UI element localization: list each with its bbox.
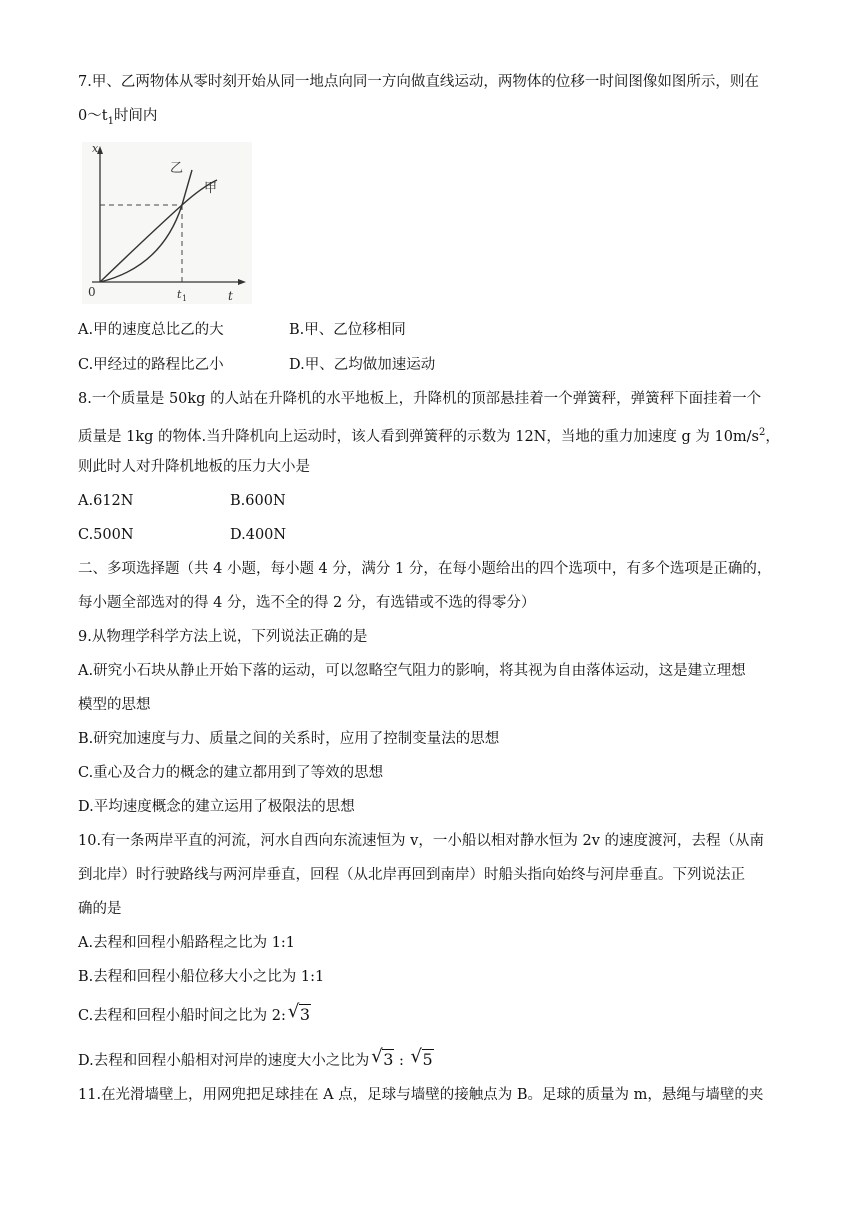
q9-stem: 9.从物理学科学方法上说，下列说法正确的是 xyxy=(78,629,368,645)
q7-stem-line-1: 7.甲、乙两物体从零时刻开始从同一地点向同一方向做直线运动，两物体的位移一时间图像如图所示，则在 xyxy=(78,74,759,90)
xt-graph-figure xyxy=(82,142,252,304)
q11-stem-line-1: 11.在光滑墙壁上，用网兜把足球挂在 A 点，足球与墙壁的接触点为 B。足球的质量为 m，悬绳与墙壁的夹 xyxy=(78,1087,764,1103)
curve-yi-label: 乙 xyxy=(170,161,184,176)
q9-option-a-line-2: 模型的思想 xyxy=(78,697,151,713)
sqrt-5-d: √ 5 xyxy=(410,1046,433,1069)
q10-stem-line-1: 10.有一条两岸平直的河流，河水自西向东流速恒为 v，一小船以相对静水恒为 2v 的速度渡河，去程（从南 xyxy=(78,833,764,849)
q9-option-a-line-1: A.研究小石块从静止开始下落的运动，可以忽略空气阻力的影响，将其视为自由落体运动，这是建立理想 xyxy=(78,663,746,679)
t1-subscript: 1 xyxy=(182,294,188,303)
curve-jia-label: 甲 xyxy=(204,181,218,196)
q9-option-b: B.研究加速度与力、质量之间的关系时，应用了控制变量法的思想 xyxy=(78,731,500,747)
horizontal-axis-label: t xyxy=(228,289,233,303)
t1-label: t xyxy=(177,288,182,301)
q7-stem-line-2 xyxy=(78,106,157,132)
sqrt-3-d-radicand: 3 xyxy=(383,1050,394,1069)
q8-option-b: B.600N xyxy=(230,493,286,509)
vertical-axis-label: x xyxy=(92,142,99,155)
q8-stem-line-3: 则此时人对升降机地板的压力大小是 xyxy=(78,459,310,475)
q8-stem-line-2-suffix: ， xyxy=(765,428,780,445)
q8-stem-line-2-text: 质量是 1kg 的物体.当升降机向上运动时，该人看到弹簧秤的示数为 12N，当地的重力加速度 g 为 10m/s xyxy=(78,428,760,445)
q7-interval-subscript: 1 xyxy=(107,115,114,127)
q7-option-d: D.甲、乙均做加速运动 xyxy=(289,357,436,373)
q10-option-d xyxy=(78,1046,434,1071)
q8-stem-line-2 xyxy=(78,423,780,447)
q7-option-c: C.甲经过的路程比乙小 xyxy=(78,357,224,373)
sqrt-3-d: √ 3 xyxy=(371,1046,394,1069)
q10-option-c xyxy=(78,1001,311,1026)
section2-header-line-2: 每小题全部选对的得 4 分，选不全的得 2 分，有选错或不选的得零分） xyxy=(78,595,536,611)
ratio-colon: : xyxy=(394,1053,409,1069)
q7-interval-suffix: 时间内 xyxy=(113,108,158,124)
q8-option-c: C.500N xyxy=(78,527,134,543)
q7-option-b: B.甲、乙位移相同 xyxy=(289,322,406,338)
q9-option-c: C.重心及合力的概念的建立都用到了等效的思想 xyxy=(78,765,384,781)
q7-option-a: A.甲的速度总比乙的大 xyxy=(78,322,224,338)
q10-stem-line-2: 到北岸）时行驶路线与两河岸垂直，回程（从北岸再回到南岸）时船头指向始终与河岸垂直。下列说法正 xyxy=(78,867,745,883)
q10-option-b: B.去程和回程小船位移大小之比为 1:1 xyxy=(78,969,325,985)
sqrt-5-d-radicand: 5 xyxy=(422,1050,433,1069)
q8-stem-line-1: 8.一个质量是 50kg 的人站在升降机的水平地板上，升降机的顶部悬挂着一个弹簧秤，弹簧秤下面挂着一个 xyxy=(78,391,762,407)
section2-header-line-1: 二、多项选择题（共 4 小题，每小题 4 分，满分 1 分，在每小题给出的四个选项中，有多个选项是正确的， xyxy=(78,561,772,577)
sqrt-3-c-radicand: 3 xyxy=(299,1005,311,1024)
q7-interval-text: 0～t xyxy=(78,108,108,124)
q10-stem-line-3: 确的是 xyxy=(78,901,122,917)
q10-option-a: A.去程和回程小船路程之比为 1:1 xyxy=(78,935,296,951)
q8-unit-superscript: 2 xyxy=(759,427,766,438)
q10-option-d-text: D.去程和回程小船相对河岸的速度大小之比为 xyxy=(78,1053,370,1069)
xt-graph xyxy=(82,142,252,304)
q8-option-a: A.612N xyxy=(78,493,134,509)
q8-option-d: D.400N xyxy=(230,527,287,543)
origin-label: 0 xyxy=(88,285,96,299)
sqrt-3-c: √ 3 xyxy=(287,1001,311,1024)
q9-option-d: D.平均速度概念的建立运用了极限法的思想 xyxy=(78,799,355,815)
q10-option-c-text: C.去程和回程小船时间之比为 2: xyxy=(78,1008,286,1024)
